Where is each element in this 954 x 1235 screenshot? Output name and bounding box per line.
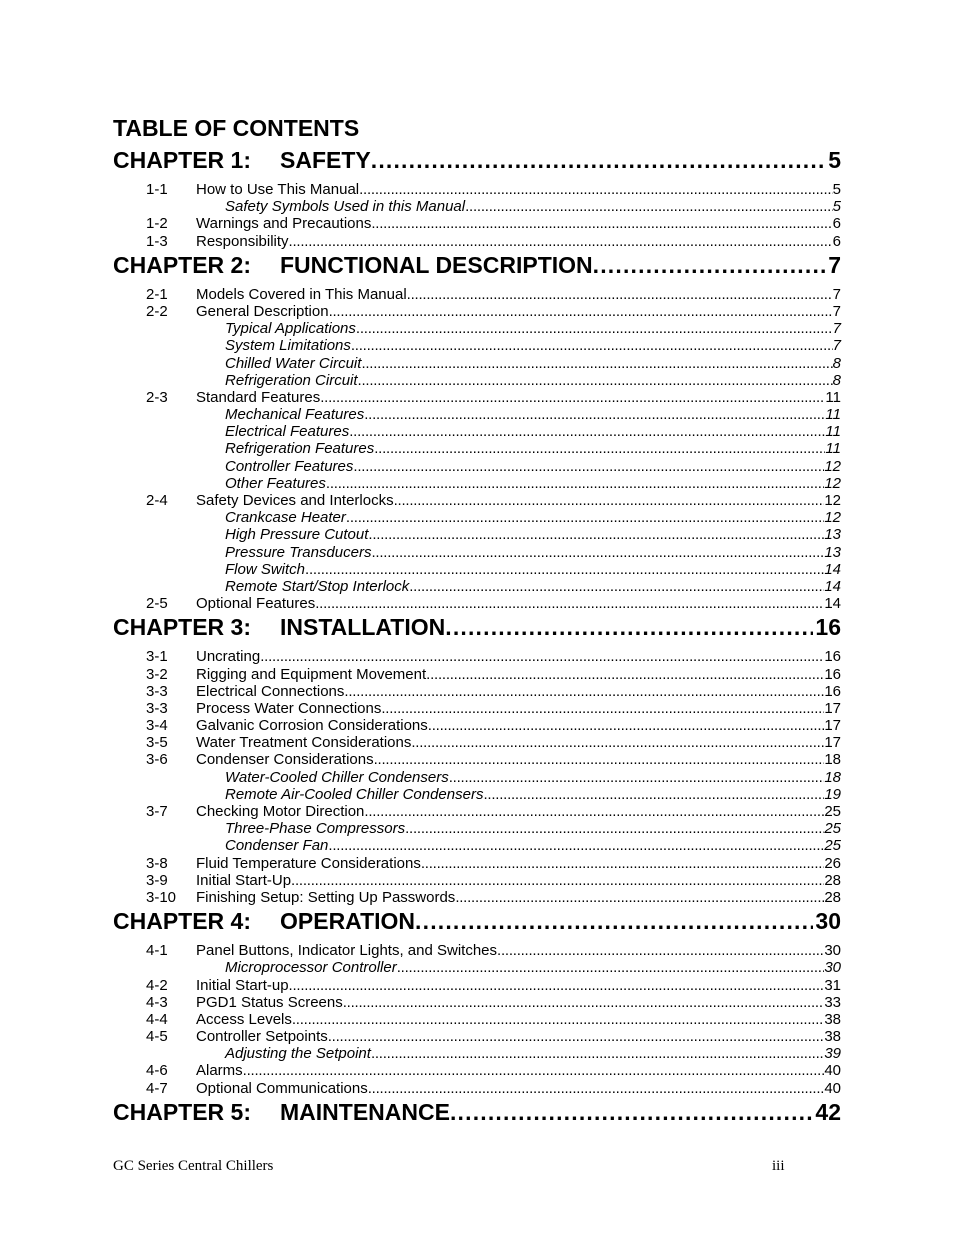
section-page-number: 16 xyxy=(824,682,841,700)
dot-leader xyxy=(428,717,825,734)
section-title: Safety Devices and Interlocks xyxy=(196,492,394,509)
dot-leader xyxy=(405,820,824,837)
section-title: Warnings and Precautions xyxy=(196,215,372,233)
toc-section-entry[interactable] xyxy=(113,181,841,198)
dot-leader xyxy=(371,145,826,175)
section-page-number: 7 xyxy=(832,302,841,320)
dot-leader xyxy=(351,337,833,354)
toc-section-entry[interactable] xyxy=(113,303,841,320)
section-page-number: 5 xyxy=(832,181,841,198)
dot-leader xyxy=(260,648,824,665)
toc-section-entry[interactable] xyxy=(113,803,841,820)
chapter-heading[interactable] xyxy=(113,250,841,286)
dot-leader xyxy=(243,1062,825,1079)
section-title: Refrigeration Circuit xyxy=(225,371,358,389)
section-page-number: 40 xyxy=(824,1062,841,1080)
chapter-title: INSTALLATION xyxy=(280,614,446,641)
toc-section-entry[interactable] xyxy=(113,994,841,1011)
dot-leader xyxy=(450,1097,813,1127)
toc-subsection-entry[interactable] xyxy=(113,198,841,215)
section-number: 2-5 xyxy=(146,595,168,613)
toc-subsection-entry[interactable] xyxy=(113,786,841,803)
section-title: Remote Air-Cooled Chiller Condensers xyxy=(225,785,484,803)
chapter-page-number: 7 xyxy=(828,251,841,278)
section-number: 2-1 xyxy=(146,285,168,303)
section-number: 3-3 xyxy=(146,699,168,717)
section-page-number: 13 xyxy=(824,526,841,544)
toc-section-entry[interactable] xyxy=(113,872,841,889)
toc-section-entry[interactable] xyxy=(113,734,841,751)
chapter-title: MAINTENANCE xyxy=(280,1098,450,1125)
section-page-number: 38 xyxy=(824,1028,841,1046)
section-title: Finishing Setup: Setting Up Passwords xyxy=(196,888,456,906)
section-title: Fluid Temperature Considerations xyxy=(196,854,421,872)
section-page-number: 31 xyxy=(824,976,841,994)
dot-leader xyxy=(358,372,833,389)
toc-section-entry[interactable] xyxy=(113,889,841,906)
toc-section-entry[interactable] xyxy=(113,700,841,717)
chapter-label: CHAPTER 2: xyxy=(113,251,252,278)
section-page-number: 30 xyxy=(824,942,841,960)
toc-subsection-entry[interactable] xyxy=(113,1045,841,1062)
section-title: Safety Symbols Used in this Manual xyxy=(225,198,466,216)
dot-leader xyxy=(381,700,824,717)
toc-section-entry[interactable] xyxy=(113,492,841,509)
section-number: 4-7 xyxy=(146,1079,168,1097)
chapter-heading[interactable] xyxy=(113,612,841,648)
section-page-number: 39 xyxy=(824,1045,841,1063)
dot-leader xyxy=(449,769,825,786)
section-page-number: 28 xyxy=(824,888,841,906)
section-title: Alarms xyxy=(196,1062,243,1080)
chapter-label: CHAPTER 1: xyxy=(113,147,252,173)
section-number: 2-3 xyxy=(146,388,168,406)
dot-leader xyxy=(407,286,833,303)
chapter-title: FUNCTIONAL DESCRIPTION xyxy=(280,251,593,278)
dot-leader xyxy=(497,942,824,959)
section-number: 1-2 xyxy=(146,215,168,233)
chapter-heading[interactable] xyxy=(113,906,841,942)
section-page-number: 16 xyxy=(824,648,841,666)
toc-subsection-entry[interactable] xyxy=(113,578,841,595)
dot-leader xyxy=(328,837,824,854)
toc-subsection-entry[interactable] xyxy=(113,320,841,337)
section-title: Galvanic Corrosion Considerations xyxy=(196,717,428,735)
section-number: 4-2 xyxy=(146,976,168,994)
section-page-number: 14 xyxy=(824,560,841,578)
section-title: Water-Cooled Chiller Condensers xyxy=(225,768,449,786)
toc-subsection-entry[interactable] xyxy=(113,475,841,492)
toc-subsection-entry[interactable] xyxy=(113,355,841,372)
chapter-label: CHAPTER 4: xyxy=(113,908,252,935)
section-page-number: 11 xyxy=(825,423,841,441)
section-title: Condenser Considerations xyxy=(196,751,374,769)
section-title: Process Water Connections xyxy=(196,699,382,717)
section-number: 3-10 xyxy=(146,888,177,906)
section-number: 3-5 xyxy=(146,734,168,752)
section-number: 3-9 xyxy=(146,871,168,889)
section-title: Initial Start-up xyxy=(196,976,289,994)
section-number: 3-2 xyxy=(146,665,168,683)
section-page-number: 7 xyxy=(832,337,841,355)
dot-leader xyxy=(359,181,833,198)
dot-leader xyxy=(364,803,824,820)
toc-section-entry[interactable] xyxy=(113,286,841,303)
toc-section-entry[interactable] xyxy=(113,215,841,232)
chapter-label: CHAPTER 5: xyxy=(113,1098,252,1125)
section-page-number: 17 xyxy=(824,734,841,752)
toc-subsection-entry[interactable] xyxy=(113,509,841,526)
dot-leader xyxy=(289,233,833,250)
section-title: Uncrating xyxy=(196,648,261,666)
section-number: 4-6 xyxy=(146,1062,168,1080)
section-page-number: 38 xyxy=(824,1010,841,1028)
toc-heading: TABLE OF CONTENTS xyxy=(113,115,360,141)
dot-leader xyxy=(349,423,825,440)
toc-section-entry[interactable] xyxy=(113,233,841,250)
section-page-number: 14 xyxy=(824,577,841,595)
section-number: 4-5 xyxy=(146,1028,168,1046)
toc-section-entry[interactable] xyxy=(113,1028,841,1045)
dot-leader xyxy=(328,1028,825,1045)
section-number: 4-4 xyxy=(146,1010,168,1028)
dot-leader xyxy=(289,977,825,994)
toc-page xyxy=(113,113,841,1133)
section-number: 4-3 xyxy=(146,993,168,1011)
dot-leader xyxy=(374,440,825,457)
toc-section-entry[interactable] xyxy=(113,648,841,665)
toc-section-entry[interactable] xyxy=(113,717,841,734)
section-title: Pressure Transducers xyxy=(225,543,372,561)
section-page-number: 11 xyxy=(825,388,841,406)
dot-leader xyxy=(374,751,825,768)
toc-section-entry[interactable] xyxy=(113,1011,841,1028)
toc-section-entry[interactable] xyxy=(113,595,841,612)
section-title: Panel Buttons, Indicator Lights, and Switches xyxy=(196,942,498,960)
section-page-number: 12 xyxy=(824,509,841,527)
section-title: How to Use This Manual xyxy=(196,181,360,198)
section-page-number: 12 xyxy=(824,492,841,509)
dot-leader xyxy=(368,526,824,543)
toc-section-entry[interactable] xyxy=(113,666,841,683)
section-title: Electrical Features xyxy=(225,423,350,441)
chapter-heading[interactable] xyxy=(113,145,841,181)
chapter-title: SAFETY xyxy=(280,147,371,173)
dot-leader xyxy=(411,734,824,751)
section-number: 2-4 xyxy=(146,492,168,509)
dot-leader xyxy=(455,889,824,906)
section-page-number: 28 xyxy=(824,871,841,889)
section-page-number: 33 xyxy=(824,993,841,1011)
chapter-entries xyxy=(113,286,841,613)
chapter-entries xyxy=(113,181,841,250)
section-title: Microprocessor Controller xyxy=(225,959,397,977)
toc-subsection-entry[interactable] xyxy=(113,337,841,354)
dot-leader xyxy=(409,578,824,595)
section-page-number: 13 xyxy=(824,543,841,561)
section-page-number: 17 xyxy=(824,717,841,735)
section-page-number: 18 xyxy=(824,768,841,786)
section-page-number: 8 xyxy=(832,371,841,389)
chapter-page-number: 30 xyxy=(815,908,841,935)
section-page-number: 19 xyxy=(824,785,841,803)
dot-leader xyxy=(394,492,825,509)
section-page-number: 12 xyxy=(824,457,841,475)
section-page-number: 25 xyxy=(824,803,841,820)
section-title: Mechanical Features xyxy=(225,406,365,424)
section-title: Chilled Water Circuit xyxy=(225,354,362,372)
section-page-number: 7 xyxy=(832,285,841,303)
section-title: Access Levels xyxy=(196,1010,292,1028)
footer-document-title: GC Series Central Chillers xyxy=(113,1158,274,1174)
dot-leader xyxy=(426,666,824,683)
section-title: Flow Switch xyxy=(225,560,306,578)
section-number: 3-7 xyxy=(146,803,168,820)
toc-section-entry[interactable] xyxy=(113,389,841,406)
toc-subsection-entry[interactable] xyxy=(113,820,841,837)
section-page-number: 6 xyxy=(832,232,841,250)
dot-leader xyxy=(371,544,824,561)
section-title: High Pressure Cutout xyxy=(225,526,369,544)
chapter-entries xyxy=(113,942,841,1097)
section-title: Optional Communications xyxy=(196,1079,368,1097)
section-page-number: 8 xyxy=(832,354,841,372)
section-page-number: 16 xyxy=(824,665,841,683)
toc-subsection-entry[interactable] xyxy=(113,561,841,578)
toc-subsection-entry[interactable] xyxy=(113,372,841,389)
toc-section-entry[interactable] xyxy=(113,683,841,700)
section-page-number: 18 xyxy=(824,751,841,769)
section-page-number: 30 xyxy=(824,959,841,977)
footer-page-number: iii xyxy=(772,1158,785,1174)
section-title: System Limitations xyxy=(225,337,351,355)
dot-leader xyxy=(353,458,824,475)
toc-section-entry[interactable] xyxy=(113,855,841,872)
section-page-number: 25 xyxy=(824,820,841,838)
section-page-number: 11 xyxy=(825,406,841,424)
dot-leader xyxy=(344,683,824,700)
toc-section-entry[interactable] xyxy=(113,1062,841,1079)
dot-leader xyxy=(346,509,824,526)
dot-leader xyxy=(445,612,813,642)
section-title: Condenser Fan xyxy=(225,837,329,855)
section-title: Models Covered in This Manual xyxy=(196,285,407,303)
dot-leader xyxy=(371,1045,824,1062)
section-page-number: 14 xyxy=(824,595,841,613)
section-title: Initial Start-Up xyxy=(196,871,292,889)
dot-leader xyxy=(421,855,824,872)
chapter-page-number: 42 xyxy=(815,1098,841,1125)
section-title: PGD1 Status Screens xyxy=(196,993,343,1011)
section-number: 1-3 xyxy=(146,232,168,250)
section-number: 3-6 xyxy=(146,751,168,769)
section-title: Checking Motor Direction xyxy=(196,803,365,820)
dot-leader xyxy=(356,320,833,337)
toc-list xyxy=(113,145,841,1133)
section-page-number: 40 xyxy=(824,1079,841,1097)
section-title: Adjusting the Setpoint xyxy=(225,1045,371,1063)
toc-subsection-entry[interactable] xyxy=(113,959,841,976)
section-page-number: 12 xyxy=(824,474,841,492)
section-title: Typical Applications xyxy=(225,320,356,338)
section-title: Controller Features xyxy=(225,457,354,475)
section-title: Remote Start/Stop Interlock xyxy=(225,577,410,595)
dot-leader xyxy=(364,406,825,423)
dot-leader xyxy=(329,303,833,320)
chapter-page-number: 16 xyxy=(815,614,841,641)
section-page-number: 5 xyxy=(832,198,841,216)
toc-subsection-entry[interactable] xyxy=(113,837,841,854)
section-title: Refrigeration Features xyxy=(225,440,375,458)
dot-leader xyxy=(320,389,825,406)
toc-subsection-entry[interactable] xyxy=(113,458,841,475)
toc-subsection-entry[interactable] xyxy=(113,544,841,561)
section-page-number: 6 xyxy=(832,215,841,233)
dot-leader xyxy=(361,355,832,372)
section-title: Responsibility xyxy=(196,232,289,250)
section-page-number: 7 xyxy=(832,320,841,338)
section-title: General Description xyxy=(196,302,329,320)
dot-leader xyxy=(415,906,813,936)
dot-leader xyxy=(397,959,825,976)
dot-leader xyxy=(315,595,824,612)
toc-section-entry[interactable] xyxy=(113,977,841,994)
section-page-number: 17 xyxy=(824,699,841,717)
chapter-heading[interactable] xyxy=(113,1097,841,1133)
chapter-entries xyxy=(113,648,841,906)
chapter-page-number: 5 xyxy=(828,147,841,173)
dot-leader xyxy=(465,198,833,215)
dot-leader xyxy=(305,561,824,578)
section-title: Optional Features xyxy=(196,595,316,613)
toc-section-entry[interactable] xyxy=(113,1080,841,1097)
section-number: 3-4 xyxy=(146,717,168,735)
section-number: 3-1 xyxy=(146,648,168,666)
toc-subsection-entry[interactable] xyxy=(113,769,841,786)
dot-leader xyxy=(368,1080,825,1097)
section-page-number: 25 xyxy=(824,837,841,855)
section-title: Water Treatment Considerations xyxy=(196,734,412,752)
section-title: Electrical Connections xyxy=(196,682,345,700)
section-title: Rigging and Equipment Movement xyxy=(196,665,427,683)
section-title: Three-Phase Compressors xyxy=(225,820,406,838)
section-number: 2-2 xyxy=(146,302,168,320)
dot-leader xyxy=(593,250,827,280)
section-page-number: 26 xyxy=(824,854,841,872)
dot-leader xyxy=(343,994,825,1011)
dot-leader xyxy=(371,215,832,232)
dot-leader xyxy=(326,475,824,492)
chapter-title: OPERATION xyxy=(280,908,416,935)
toc-section-entry[interactable] xyxy=(113,942,841,959)
section-number: 3-3 xyxy=(146,682,168,700)
section-number: 3-8 xyxy=(146,854,168,872)
section-number: 1-1 xyxy=(146,181,168,198)
section-page-number: 11 xyxy=(825,440,841,458)
dot-leader xyxy=(292,1011,824,1028)
chapter-label: CHAPTER 3: xyxy=(113,614,252,641)
section-title: Other Features xyxy=(225,474,326,492)
toc-subsection-entry[interactable] xyxy=(113,440,841,457)
section-title: Controller Setpoints xyxy=(196,1028,328,1046)
dot-leader xyxy=(483,786,824,803)
section-number: 4-1 xyxy=(146,942,168,960)
toc-subsection-entry[interactable] xyxy=(113,406,841,423)
section-title: Standard Features xyxy=(196,388,321,406)
dot-leader xyxy=(291,872,824,889)
toc-subsection-entry[interactable] xyxy=(113,423,841,440)
toc-section-entry[interactable] xyxy=(113,751,841,768)
section-title: Crankcase Heater xyxy=(225,509,346,527)
toc-subsection-entry[interactable] xyxy=(113,526,841,543)
